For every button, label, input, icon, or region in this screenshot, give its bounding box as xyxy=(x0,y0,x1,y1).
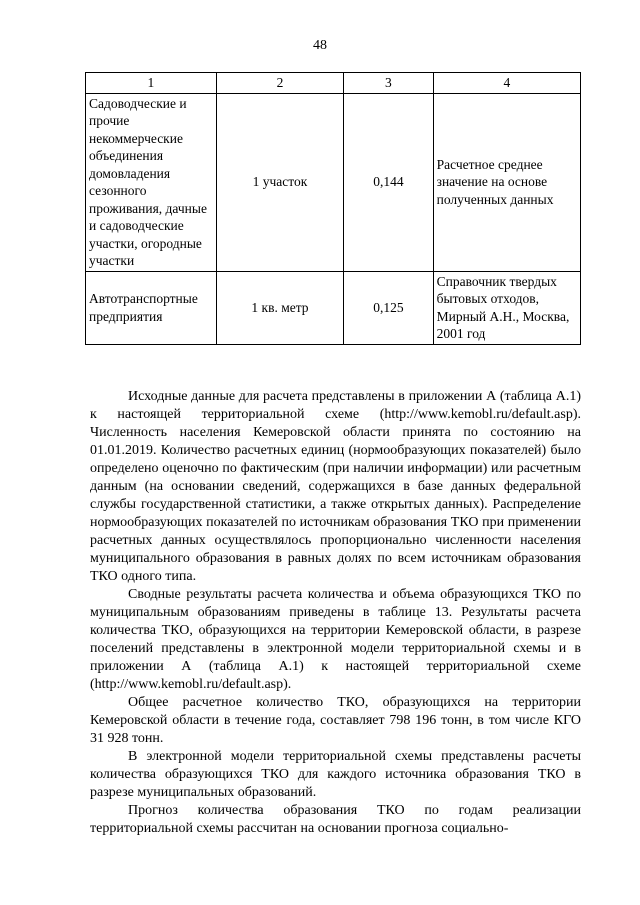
column-header: 3 xyxy=(344,73,434,94)
category-cell: Автотранспортные предприятия xyxy=(86,271,217,344)
paragraph: Исходные данные для расчета представлены в приложении А (таблица А.1) к настоящей территориальной схеме (http://www.kemobl.ru/default.asp). Численность населения Кемеровской области принята по состоянию на 01.01.2019. Количество расчетных единиц (нормообразующих показателей) было определено оценочно по фактическим (при наличии информации) или расчетным данным (на основании сведений, содержащихся в базе данных федеральной службы государственной статистики, а также открытых данных). Распределение нормообразующих показателей по источникам образования ТКО при применении расчетных данных осуществлялось пропорционально численности населения муниципального образования в равных долях по всем источникам образования ТКО одного типа. xyxy=(90,389,581,584)
unit-cell: 1 кв. метр xyxy=(216,271,343,344)
paragraph: В электронной модели территориальной схемы представлены расчеты количества образующихся ТКО для каждого источника образования ТКО в разрезе муниципальных образований. xyxy=(90,749,581,800)
column-header: 1 xyxy=(86,73,217,94)
column-header: 4 xyxy=(433,73,580,94)
column-header: 2 xyxy=(216,73,343,94)
paragraph: Прогноз количества образования ТКО по годам реализации территориальной схемы рассчитан на основании прогноза социально- xyxy=(90,803,581,836)
waste-norms-table xyxy=(85,72,581,345)
table-row xyxy=(86,271,581,344)
value-cell: 0,144 xyxy=(344,93,434,271)
page-number: 48 xyxy=(313,38,327,53)
paragraph: Общее расчетное количество ТКО, образующихся на территории Кемеровской области в течение года, составляет 798 196 тонн, в том числе КГО 31 928 тонн. xyxy=(90,695,581,746)
table-header-row xyxy=(86,73,581,94)
body-text xyxy=(90,388,581,838)
value-cell: 0,125 xyxy=(344,271,434,344)
source-cell: Расчетное среднее значение на основе полученных данных xyxy=(433,93,580,271)
paragraph: Сводные результаты расчета количества и объема образующихся ТКО по муниципальным образованиям приведены в таблице 13. Результаты расчета количества ТКО, образующихся на территории Кемеровской области, в разрезе поселений представлены в электронной модели территориальной схемы и в приложении А (таблица А.1) к настоящей территориальной схеме (http://www.kemobl.ru/default.asp). xyxy=(90,587,581,692)
category-cell: Садоводческие и прочие некоммерческие объединения домовладения сезонного проживания, дачные и садоводческие участки, огородные участки xyxy=(86,93,217,271)
source-cell: Справочник твердых бытовых отходов, Мирный А.Н., Москва, 2001 год xyxy=(433,271,580,344)
table-row xyxy=(86,93,581,271)
unit-cell: 1 участок xyxy=(216,93,343,271)
